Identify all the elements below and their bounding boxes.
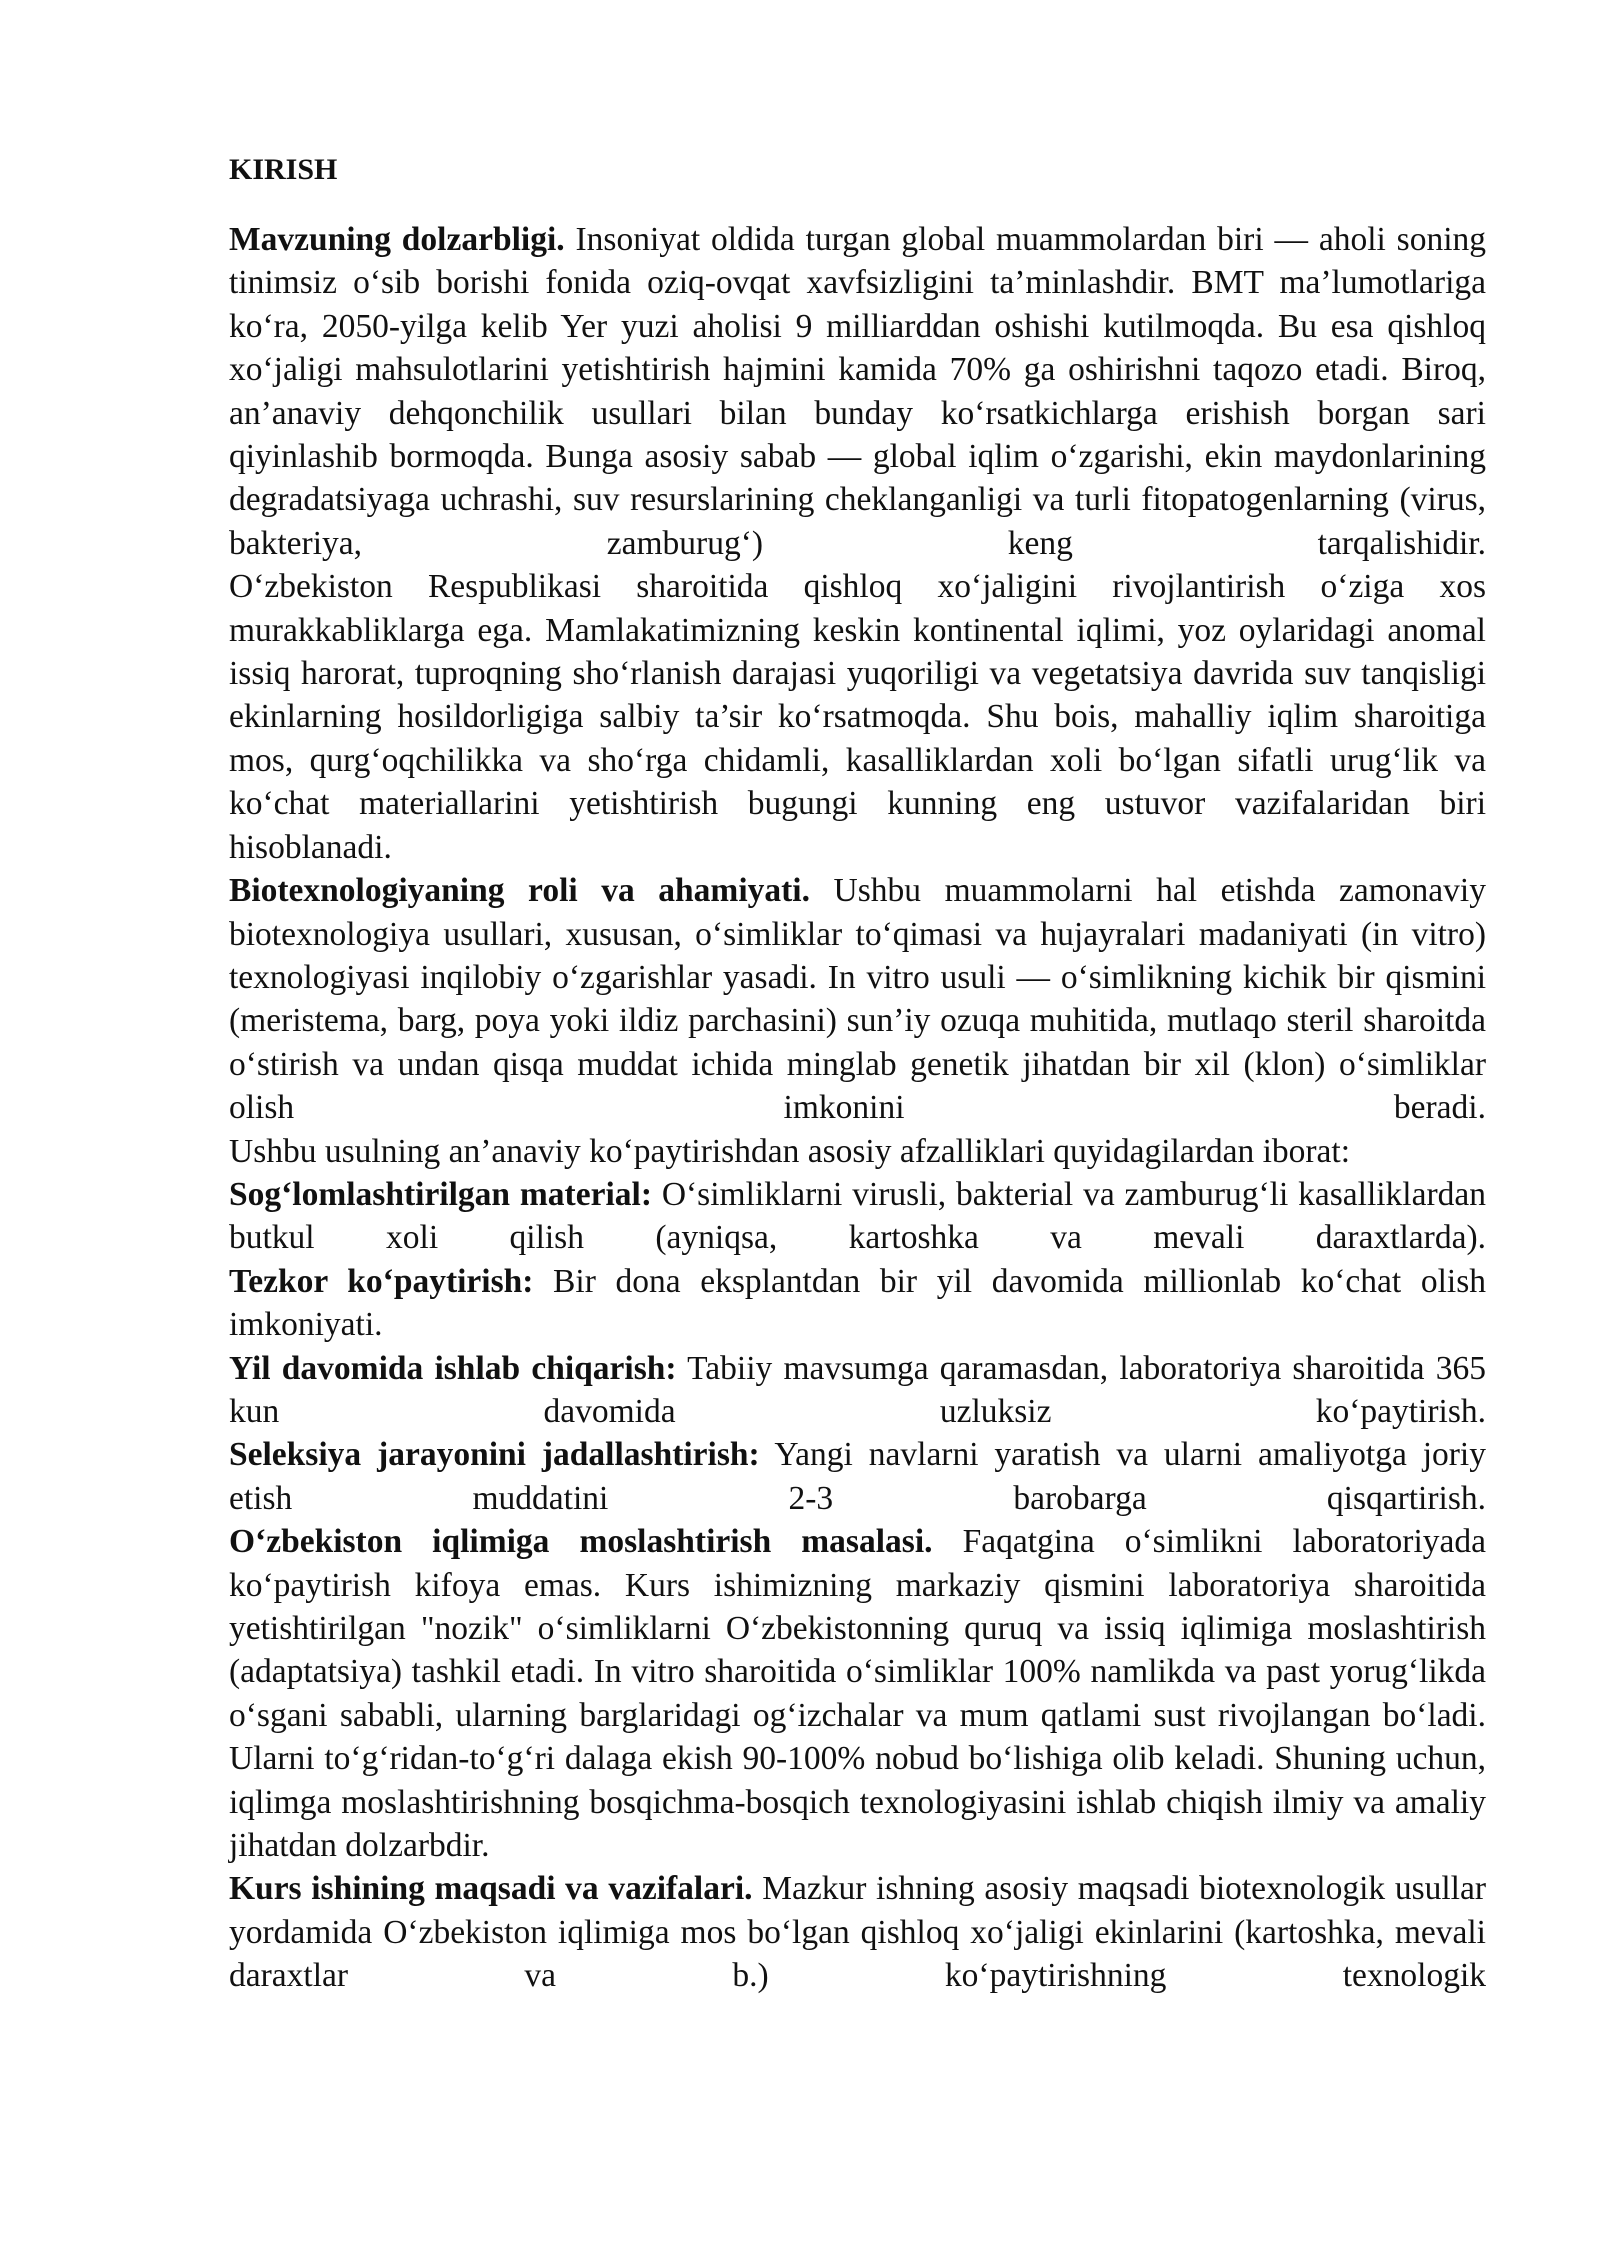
paragraph-relevance bbox=[229, 218, 1486, 565]
paragraph-text: Mazkur ishning asosiy maqsadi biotexnologik usullar yordamida O‘zbekiston iqlimiga mos bo‘lgan qishloq xo‘jaligi ekinlarini (kartoshka, mevali daraxtlar va b.) ko‘paytirishning texnologik bbox=[229, 1870, 1486, 1995]
paragraph-lead: Tezkor ko‘paytirish: bbox=[229, 1262, 534, 1300]
paragraph-advantages-intro bbox=[229, 1130, 1486, 1173]
paragraph-text: Faqatgina o‘simlikni laboratoriyada ko‘paytirish kifoya emas. Kurs ishimizning markaziy qismini laboratoriya sharoitida yetishtirilgan "nozik" o‘simliklarni O‘zbekistonning quruq va issiq iqlimiga moslashtirish (adaptatsiya) tashkil etadi. In vitro sharoitida o‘simliklar 100% namlikda va past yorug‘likda o‘sgani sababli, ularning barglaridagi og‘izchalar va mum qatlami sust rivojlangan bo‘ladi. Ularni to‘g‘ridan-to‘g‘ri dalaga ekish 90-100% nobud bo‘lishiga olib keladi. Shuning uchun, iqlimga moslashtirishning bosqichma-bosqich texnologiyasini ishlab chiqish ilmiy va amaliy jihatdan dolzarbdir. bbox=[229, 1523, 1487, 1865]
paragraph-text: O‘zbekiston Respublikasi sharoitida qishloq xo‘jaligini rivojlantirish o‘ziga xos murakkabliklarga ega. Mamlakatimizning keskin kontinental iqlimi, yoz oylaridagi anomal issiq harorat, tuproqning sho‘rlanish darajasi yuqoriligi va vegetatsiya davrida suv tanqisligi ekinlarning hosildorligiga salbiy ta’sir ko‘rsatmoqda. Shu bois, mahalliy iqlim sharoitiga mos, qurg‘oqchilikka va sho‘rga chidamli, kasalliklardan xoli bo‘lgan sifatli urug‘lik va ko‘chat materiallarini yetishtirish bugungi kunning eng ustuvor vazifalaridan biri hisoblanadi. bbox=[229, 568, 1486, 866]
paragraph-uzbekistan-conditions bbox=[229, 565, 1486, 869]
paragraph-text: Insoniyat oldida turgan global muammolardan biri — aholi soning tinimsiz o‘sib borishi fonida oziq-ovqat xavfsizligini ta’minlashdir. BMT ma’lumotlariga ko‘ra, 2050-yilga kelib Yer yuzi aholisi 9 milliarddan oshishi kutilmoqda. Bu esa qishloq xo‘jaligi mahsulotlarini yetishtirish hajmini kamida 70% ga oshirishni taqozo etadi. Biroq, an’anaviy dehqonchilik usullari bilan bunday ko‘rsatkichlarga erishish borgan sari qiyinlashib bormoqda. Bunga asosiy sabab — global iqlim o‘zgarishi, ekin maydonlarining degradatsiyaga uchrashi, suv resurslarining cheklanganligi va turli fitopatogenlarning (virus, bakteriya, zamburug‘) keng tarqalishidir. bbox=[229, 221, 1487, 562]
paragraph-year-round bbox=[229, 1347, 1486, 1434]
document-page bbox=[229, 150, 1486, 1998]
paragraph-rapid-propagation bbox=[229, 1260, 1486, 1347]
paragraph-lead: Sog‘lomlashtirilgan material: bbox=[229, 1175, 652, 1213]
section-heading: KIRISH bbox=[229, 153, 338, 186]
paragraph-goals-tasks bbox=[229, 1867, 1486, 1997]
paragraph-lead: Mavzuning dolzarbligi. bbox=[229, 221, 565, 258]
paragraph-lead: O‘zbekiston iqlimiga moslashtirish masalasi. bbox=[229, 1523, 933, 1561]
paragraph-healthy-material bbox=[229, 1173, 1486, 1260]
paragraph-biotech-role bbox=[229, 869, 1486, 1129]
paragraph-text: Yangi navlarni yaratish va ularni amaliyotga joriy etish muddatini 2-3 barobarga qisqartirish. bbox=[229, 1436, 1486, 1517]
paragraph-climate-adaptation bbox=[229, 1520, 1486, 1867]
paragraph-lead: Kurs ishining maqsadi va vazifalari. bbox=[229, 1870, 753, 1908]
paragraph-lead: Yil davomida ishlab chiqarish: bbox=[229, 1349, 677, 1387]
paragraph-text: Bir dona eksplantdan bir yil davomida millionlab ko‘chat olish imkoniyati. bbox=[229, 1262, 1486, 1344]
paragraph-selection-speedup bbox=[229, 1433, 1486, 1520]
paragraph-lead: Seleksiya jarayonini jadallashtirish: bbox=[229, 1436, 760, 1474]
paragraph-text: Ushbu usulning an’anaviy ko‘paytirishdan asosiy afzalliklari quyidagilardan iborat: bbox=[229, 1132, 1351, 1170]
paragraph-lead: Biotexnologiyaning roli va ahamiyati. bbox=[229, 872, 810, 910]
paragraph-text: O‘simliklarni virusli, bakterial va zamburug‘li kasalliklardan butkul xoli qilish (ayniqsa, kartoshka va mevali daraxtlarda). bbox=[229, 1175, 1487, 1257]
paragraph-text: Tabiiy mavsumga qaramasdan, laboratoriya sharoitida 365 kun davomida uzluksiz ko‘paytirish. bbox=[229, 1349, 1486, 1430]
paragraph-text: Ushbu muammolarni hal etishda zamonaviy biotexnologiya usullari, xususan, o‘simliklar to‘qimasi va hujayralari madaniyati (in vitro) texnologiyasi inqilobiy o‘zgarishlar yasadi. In vitro usuli — o‘simlikning kichik bir qismini (meristema, barg, poya yoki ildiz parchasini) sun’iy ozuqa muhitida, mutlaqo steril sharoitda o‘stirish va undan qisqa muddat ichida minglab genetik jihatdan bir xil (klon) o‘simliklar olish imkonini beradi. bbox=[229, 872, 1486, 1127]
